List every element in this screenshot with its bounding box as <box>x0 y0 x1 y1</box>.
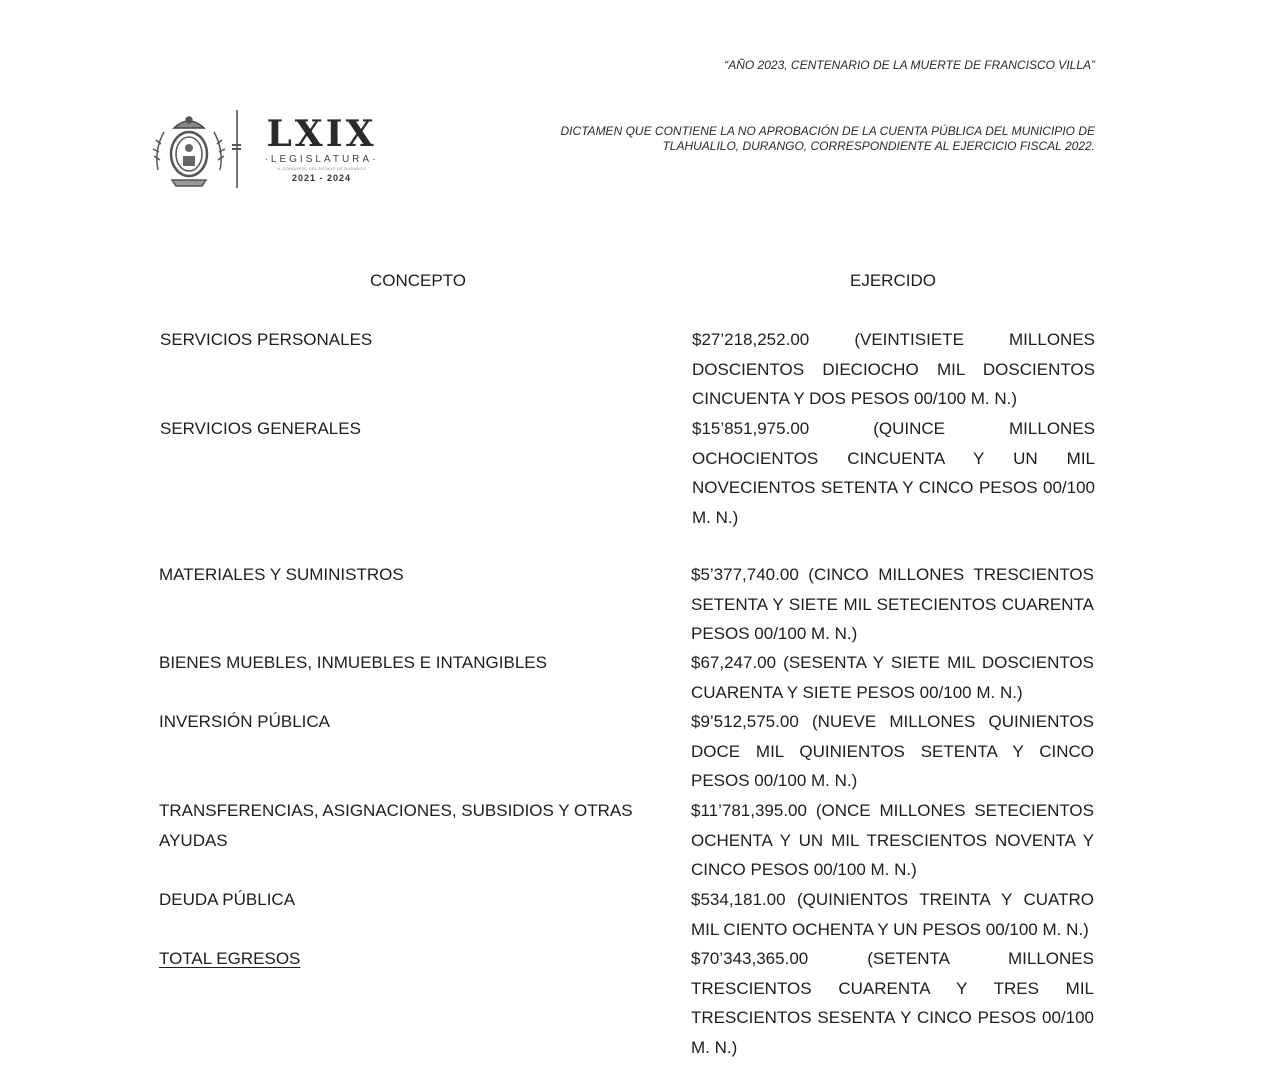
logo-years: 2021 - 2024 <box>291 173 352 183</box>
logo-subtitle: ·LEGISLATURA· <box>264 154 379 165</box>
logo-wordmark <box>254 114 389 185</box>
concepto-cell: TRANSFERENCIAS, ASIGNACIONES, SUBSIDIOS Y OTRAS AYUDAS <box>159 801 633 850</box>
header-motto: “AÑO 2023, CENTENARIO DE LA MUERTE DE FRANCISCO VILLA” <box>724 58 1095 72</box>
logo-equals-mark <box>232 144 241 150</box>
concepto-cell: SERVICIOS GENERALES <box>160 419 361 438</box>
total-ejercido-cell: $70’343,365.00 (SETENTA MILLONES TRESCIENTOS CUARENTA Y TRES MIL TRESCIENTOS SESENTA Y CINCO PESOS 00/100 M. N.) <box>691 949 1094 1057</box>
concepto-cell: SERVICIOS PERSONALES <box>160 330 373 349</box>
ejercido-cell: $5’377,740.00 (CINCO MILLONES TRESCIENTOS SETENTA Y SIETE MIL SETECIENTOS CUARENTA PESOS 00/100 M. N.) <box>691 565 1094 644</box>
dictamen-title: DICTAMEN QUE CONTIENE LA NO APROBACIÓN DE LA CUENTA PÚBLICA DEL MUNICIPIO DE TLAHUALILO, DURANGO, CORRESPONDIENTE AL EJERCICIO FISCAL 2022. <box>560 124 1095 153</box>
concepto-cell: BIENES MUEBLES, INMUEBLES E INTANGIBLES <box>159 653 547 672</box>
ejercido-cell: $534,181.00 (QUINIENTOS TREINTA Y CUATRO MIL CIENTO OCHENTA Y UN PESOS 00/100 M. N.) <box>691 890 1094 939</box>
ejercido-cell: $11’781,395.00 (ONCE MILLONES SETECIENTOS OCHENTA Y UN MIL TRESCIENTOS NOVENTA Y CINCO PESOS 00/100 M. N.) <box>691 801 1094 880</box>
coat-of-arms-icon <box>150 110 228 190</box>
column-header-concepto: CONCEPTO <box>370 271 467 290</box>
column-header-ejercido: EJERCIDO <box>850 271 936 290</box>
total-concepto-cell: TOTAL EGRESOS <box>159 949 301 968</box>
logo-title: LXIX <box>266 113 377 155</box>
ejercido-cell: $9’512,575.00 (NUEVE MILLONES QUINIENTOS DOCE MIL QUINIENTOS SETENTA Y CINCO PESOS 00/100 M. N.) <box>691 712 1094 791</box>
ejercido-cell: $15’851,975.00 (QUINCE MILLONES OCHOCIENTOS CINCUENTA Y UN MIL NOVECIENTOS SETENTA Y CINCO PESOS 00/100 M. N.) <box>692 419 1095 527</box>
concepto-cell: INVERSIÓN PÚBLICA <box>159 712 330 731</box>
logo-tagline: H. CONGRESO DEL ESTADO DE DURANGO <box>276 166 367 171</box>
congress-logo <box>150 108 390 192</box>
ejercido-cell: $27’218,252.00 (VEINTISIETE MILLONES DOSCIENTOS DIECIOCHO MIL DOSCIENTOS CINCUENTA Y DOS PESOS 00/100 M. N.) <box>692 330 1095 409</box>
ejercido-cell: $67,247.00 (SESENTA Y SIETE MIL DOSCIENTOS CUARENTA Y SIETE PESOS 00/100 M. N.) <box>691 653 1094 702</box>
concepto-cell: DEUDA PÚBLICA <box>159 890 296 909</box>
concepto-cell: MATERIALES Y SUMINISTROS <box>159 565 404 584</box>
